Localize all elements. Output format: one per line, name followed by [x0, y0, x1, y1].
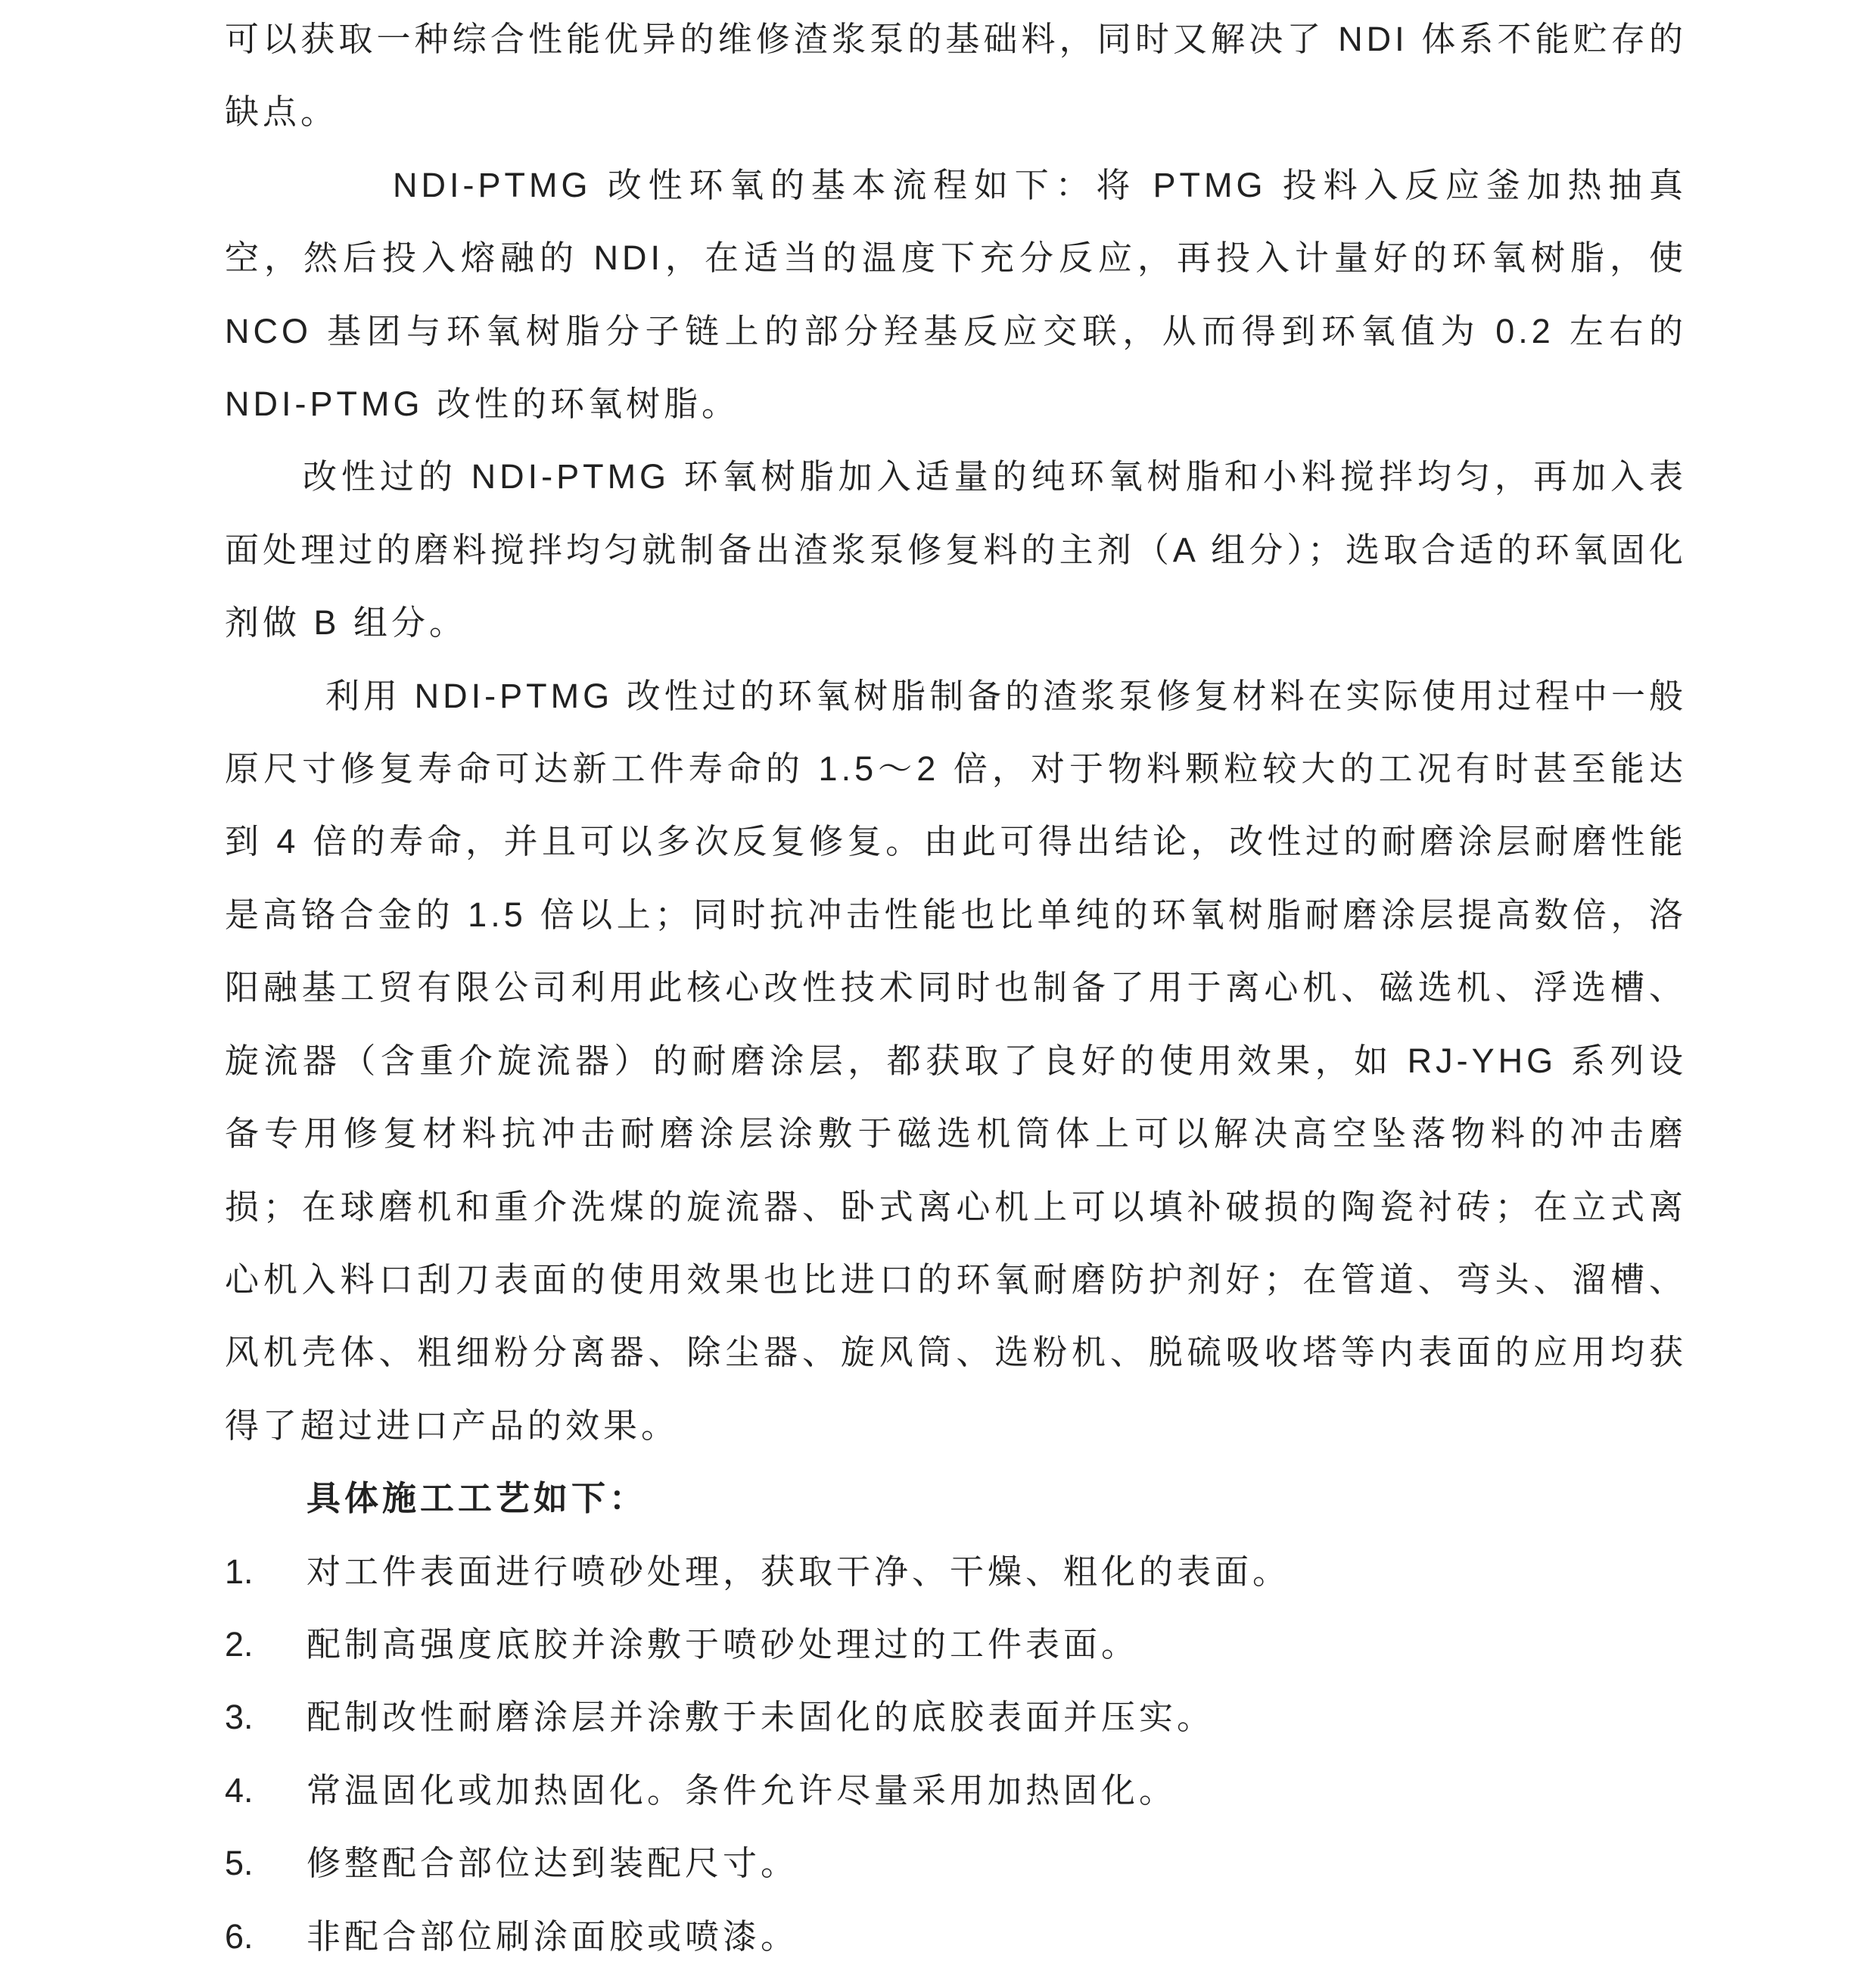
paragraph-intro-continuation: 可以获取一种综合性能优异的维修渣浆泵的基础料，同时又解决了 NDI 体系不能贮存的缺点。: [225, 20, 1687, 132]
list-item-text: 常温固化或加热固化。条件允许尽量采用加热固化。: [306, 1770, 1178, 1810]
list-item-number: 6.: [225, 1916, 254, 1956]
list-item-step-2: [225, 1608, 1687, 1681]
list-item-text: 配制改性耐磨涂层并涂敷于未固化的底胶表面并压实。: [306, 1698, 1215, 1737]
list-item-number: 1.: [225, 1552, 254, 1591]
paragraph-ndi-ptmg-process: NDI-PTMG 改性环氧的基本流程如下：将 PTMG 投料入反应釜加热抽真空，然后投入熔融的 NDI，在适当的温度下充分反应，再投入计量好的环氧树脂，使 NCO 基团与环氧树脂分子链上的部分羟基反应交联，从而得到环氧值为 0.2 左右的 NDI-PTMG 改性的环氧树脂。: [225, 165, 1687, 424]
list-item-number: 5.: [225, 1844, 254, 1883]
list-item-step-1: [225, 1536, 1687, 1608]
paragraph-component-preparation: 改性过的 NDI-PTMG 环氧树脂加入适量的纯环氧树脂和小料搅拌均匀，再加入表面处理过的磨料搅拌均匀就制备出渣浆泵修复料的主剂（A 组分）；选取合适的环氧固化剂做 B 组分。: [225, 457, 1687, 643]
list-item-number: 3.: [225, 1698, 254, 1737]
section-heading-construction-process: 具体施工工艺如下：: [306, 1479, 648, 1518]
list-item-step-4: [225, 1754, 1687, 1827]
list-item-text: 配制高强度底胶并涂敷于喷砂处理过的工件表面。: [306, 1624, 1140, 1664]
list-item-step-6: [225, 1900, 1687, 1973]
list-item-step-5: [225, 1827, 1687, 1900]
paragraph-application-performance: 利用 NDI-PTMG 改性过的环氧树脂制备的渣浆泵修复材料在实际使用过程中一般原尺寸修复寿命可达新工件寿命的 1.5～2 倍，对于物料颗粒较大的工况有时甚至能达到 4 倍的寿命，并且可以多次反复修复。由此可得出结论，改性过的耐磨涂层耐磨性能是高铬合金的 1.5 倍以上；同时抗冲击性能也比单纯的环氧树脂耐磨涂层提高数倍，洛阳融基工贸有限公司利用此核心改性技术同时也制备了用于离心机、磁选机、浮选槽、旋流器（含重介旋流器）的耐磨涂层，都获取了良好的使用效果，如 RJ-YHG 系列设备专用修复材料抗冲击耐磨涂层涂敷于磁选机筒体上可以解决高空坠落物料的冲击磨损；在球磨机和重介洗煤的旋流器、卧式离心机上可以填补破损的陶瓷衬砖；在立式离心机入料口刮刀表面的使用效果也比进口的环氧耐磨防护剂好；在管道、弯头、溜槽、风机壳体、粗细粉分离器、除尘器、旋风筒、选粉机、脱硫吸收塔等内表面的应用均获得了超过进口产品的效果。: [225, 676, 1687, 1445]
list-item-text: 对工件表面进行喷砂处理，获取干净、干燥、粗化的表面。: [306, 1552, 1291, 1591]
process-steps-list: [225, 1536, 1687, 1973]
list-item-number: 4.: [225, 1770, 254, 1810]
list-item-text: 修整配合部位达到装配尺寸。: [306, 1844, 799, 1883]
list-item-step-3: [225, 1681, 1687, 1754]
list-item-text: 非配合部位刷涂面胶或喷漆。: [306, 1916, 799, 1956]
list-item-number: 2.: [225, 1624, 254, 1664]
